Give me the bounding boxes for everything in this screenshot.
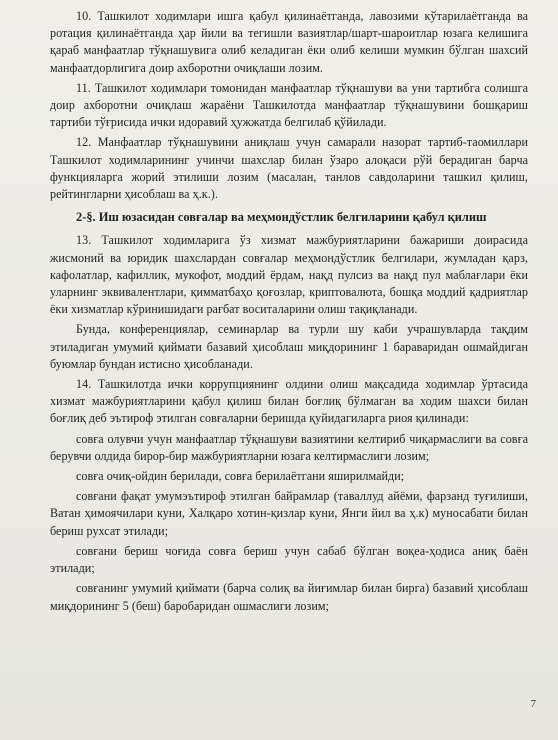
paragraph-13: 13. Ташкилот ходимларига ўз хизмат мажбуриятларини бажариши доирасида жисмоний ва юридик шахслардан совғалар меҳмондўстлик белгилари, жумладан қарз, кафолатлар, кафиллик, мукофот, моддий ёрдам, нақд пулсиз ва нақд пул маблағлари ёки уларнинг эквивалентлари, қимматбаҳо қоғозлар, криптовалюта, бошқа моддий қадриятлар ёки хизматлар кўринишидаги рағбат воситаларини олиш тақиқланади.	[50, 233, 528, 317]
document-body	[50, 8, 528, 618]
section-heading: 2-§. Иш юзасидан совғалар ва меҳмондўстлик белгиларини қабул қилиш	[76, 210, 487, 225]
list-item-holidays: совғани фақат умумэътироф этилган байрамлар (таваллуд айёми, фарзанд туғилиши, Ватан ҳимоячилари куни, Халқаро хотин-қизлар куни, Янги йил ва ҳ.к) муносабати билан бериш рухсат этилади;	[50, 489, 528, 538]
page-number: 7	[530, 698, 536, 710]
list-item-conflict: совға олувчи учун манфаатлар тўқнашуви вазиятини келтириб чиқармаслиги ва совға берувчи олдида бирор-бир мажбуриятларни юзага келтирмаслиги лозим;	[50, 431, 528, 463]
paragraph-10: 10. Ташкилот ходимлари ишга қабул қилинаётганда, лавозими кўтарилаётганда ва ротация қилинаётганда ҳар йили ва тегишли вазиятлар/шарт-шароитлар юзага келишига қараб манфаатлар тўқнашувига олиб келадиган ёки олиб келиши мумкин бўлган шахсий манфаатдорлигига доир ахборотни очиқлаши лозим.	[50, 9, 528, 75]
paragraph-13-exception: Бунда, конференциялар, семинарлар ва турли шу каби учрашувларда тақдим этиладиган умумий қиймати базавий ҳисоблаш миқдорининг 1 бараваридан ошмайдиган буюмлар бундан истисно ҳисобланади.	[50, 322, 528, 371]
list-item-reason: совғани бериш чоғида совға бериш учун сабаб бўлган воқеа-ҳодиса аниқ баён этилади;	[50, 543, 528, 576]
paragraph-14: 14. Ташкилотда ички коррупциянинг олдини олиш мақсадида ходимлар ўртасида хизмат мажбуриятларини қабул қилиш билан боғлиқ бўлмаган ва ходим шахси билан боғлиқ деб эътироф этилган совғаларни беришда қуйидагиларга риоя қилинади:	[50, 377, 528, 426]
list-item-value: совғанинг умумий қиймати (барча солиқ ва йиғимлар билан бирга) базавий ҳисоблаш миқдорининг 5 (беш) баробаридан ошмаслиги лозим;	[50, 581, 528, 613]
list-item-openly: совға очиқ-ойдин берилади, совға берилаётгани яширилмайди;	[76, 469, 405, 484]
paragraph-12: 12. Манфаатлар тўқнашувини аниқлаш учун самарали назорат тартиб-таомиллари Ташкилот ходимларининг учинчи шахслар билан ўзаро алоқаси рўй берадиган барча функцияларга жорий этилиши лозим (масалан, танлов савдоларини ташкил қилиш, рейтингларни ҳисоблаш ва ҳ.к.).	[50, 135, 528, 202]
paragraph-11: 11. Ташкилот ходимлари томонидан манфаатлар тўқнашуви ва уни тартибга солишга доир ахборотни очиқлаш жараёни Ташкилотда манфаатлар тўқнашувини бошқариш тартиби тўғрисида ички идоравий ҳужжатда белгилаб қўйилади.	[50, 80, 528, 130]
